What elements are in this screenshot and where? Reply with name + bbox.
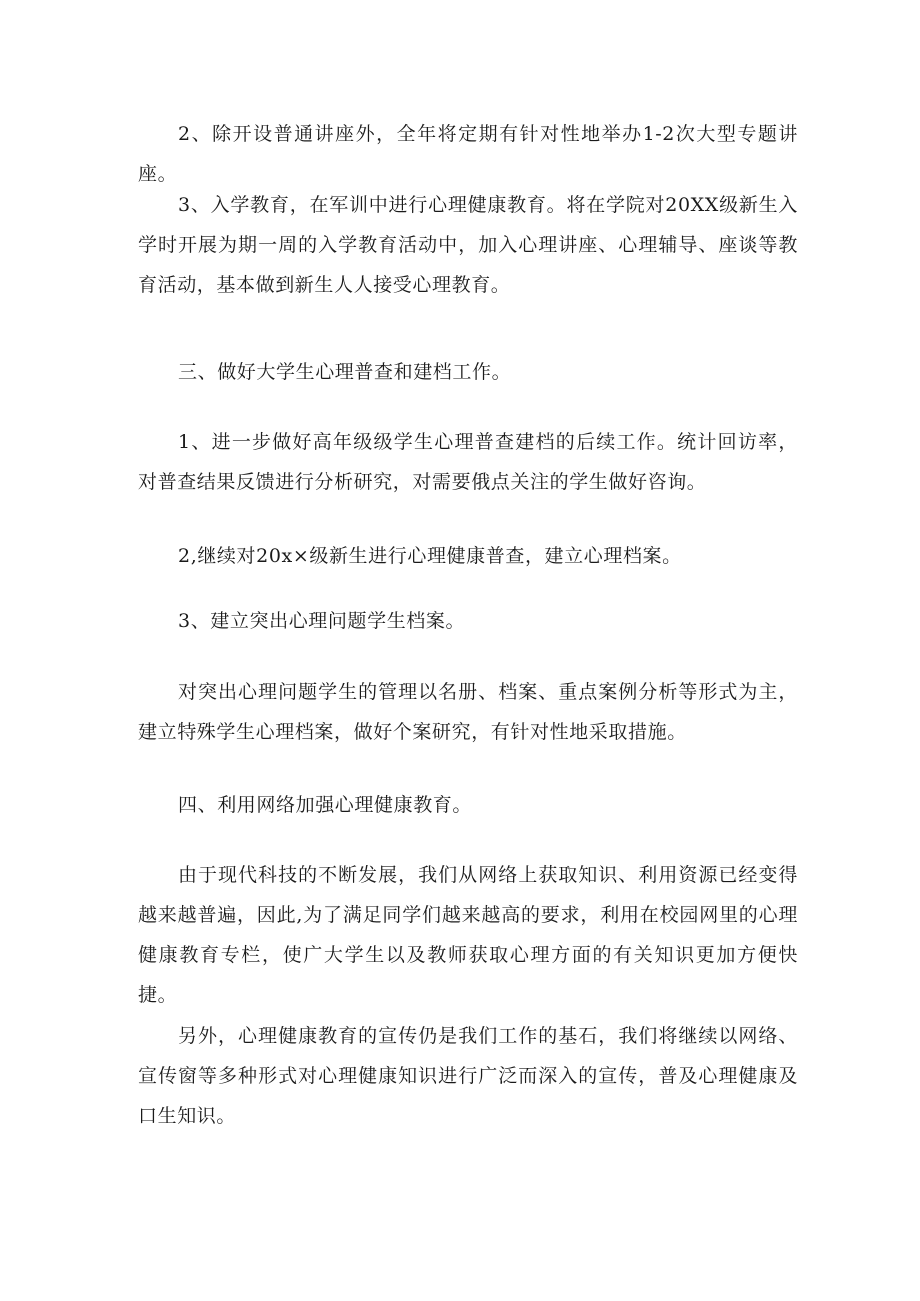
section-heading-survey: 三、做好大学生心理普查和建档工作。 bbox=[178, 361, 512, 383]
paragraph-archive-management: 对突出心理问题学生的管理以名册、档案、重点案例分析等形式为主，建立特殊学生心理档案，做好个案研究，有针对性地采取措施。 bbox=[138, 681, 798, 743]
section-heading-network: 四、利用网络加强心理健康教育。 bbox=[178, 794, 473, 816]
paragraph-problem-archive: 3、建立突出心理问题学生档案。 bbox=[178, 610, 466, 632]
paragraph-network-education: 由于现代科技的不断发展，我们从网络上获取知识、利用资源已经变得越来越普遍，因此,为了满足同学们越来越高的要求，利用在校园网里的心理健康教育专栏，使广大学生以及教师获取心理方面的有关知识更加方便快捷。 bbox=[138, 864, 798, 1006]
paragraph-publicity: 另外，心理健康教育的宣传仍是我们工作的基石，我们将继续以网络、宣传窗等多种形式对心理健康知识进行广泛而深入的宣传，普及心理健康及口生知识。 bbox=[138, 1025, 798, 1127]
paragraph-lecture-plan: 2、除开设普通讲座外，全年将定期有针对性地举办1-2次大型专题讲座。 bbox=[138, 123, 798, 185]
paragraph-enrollment-education: 3、入学教育，在军训中进行心理健康教育。将在学院对20XX级新生入学时开展为期一周的入学教育活动中，加入心理讲座、心理辅导、座谈等教育活动，基本做到新生人人接受心理教育。 bbox=[138, 194, 798, 296]
paragraph-new-student-survey: 2,继续对20x×级新生进行心理健康普查，建立心理档案。 bbox=[178, 545, 682, 567]
paragraph-follow-up-survey: 1、进一步做好高年级级学生心理普查建档的后续工作。统计回访率，对普查结果反馈进行分析研究，对需要俄点关注的学生做好咨询。 bbox=[138, 431, 798, 493]
